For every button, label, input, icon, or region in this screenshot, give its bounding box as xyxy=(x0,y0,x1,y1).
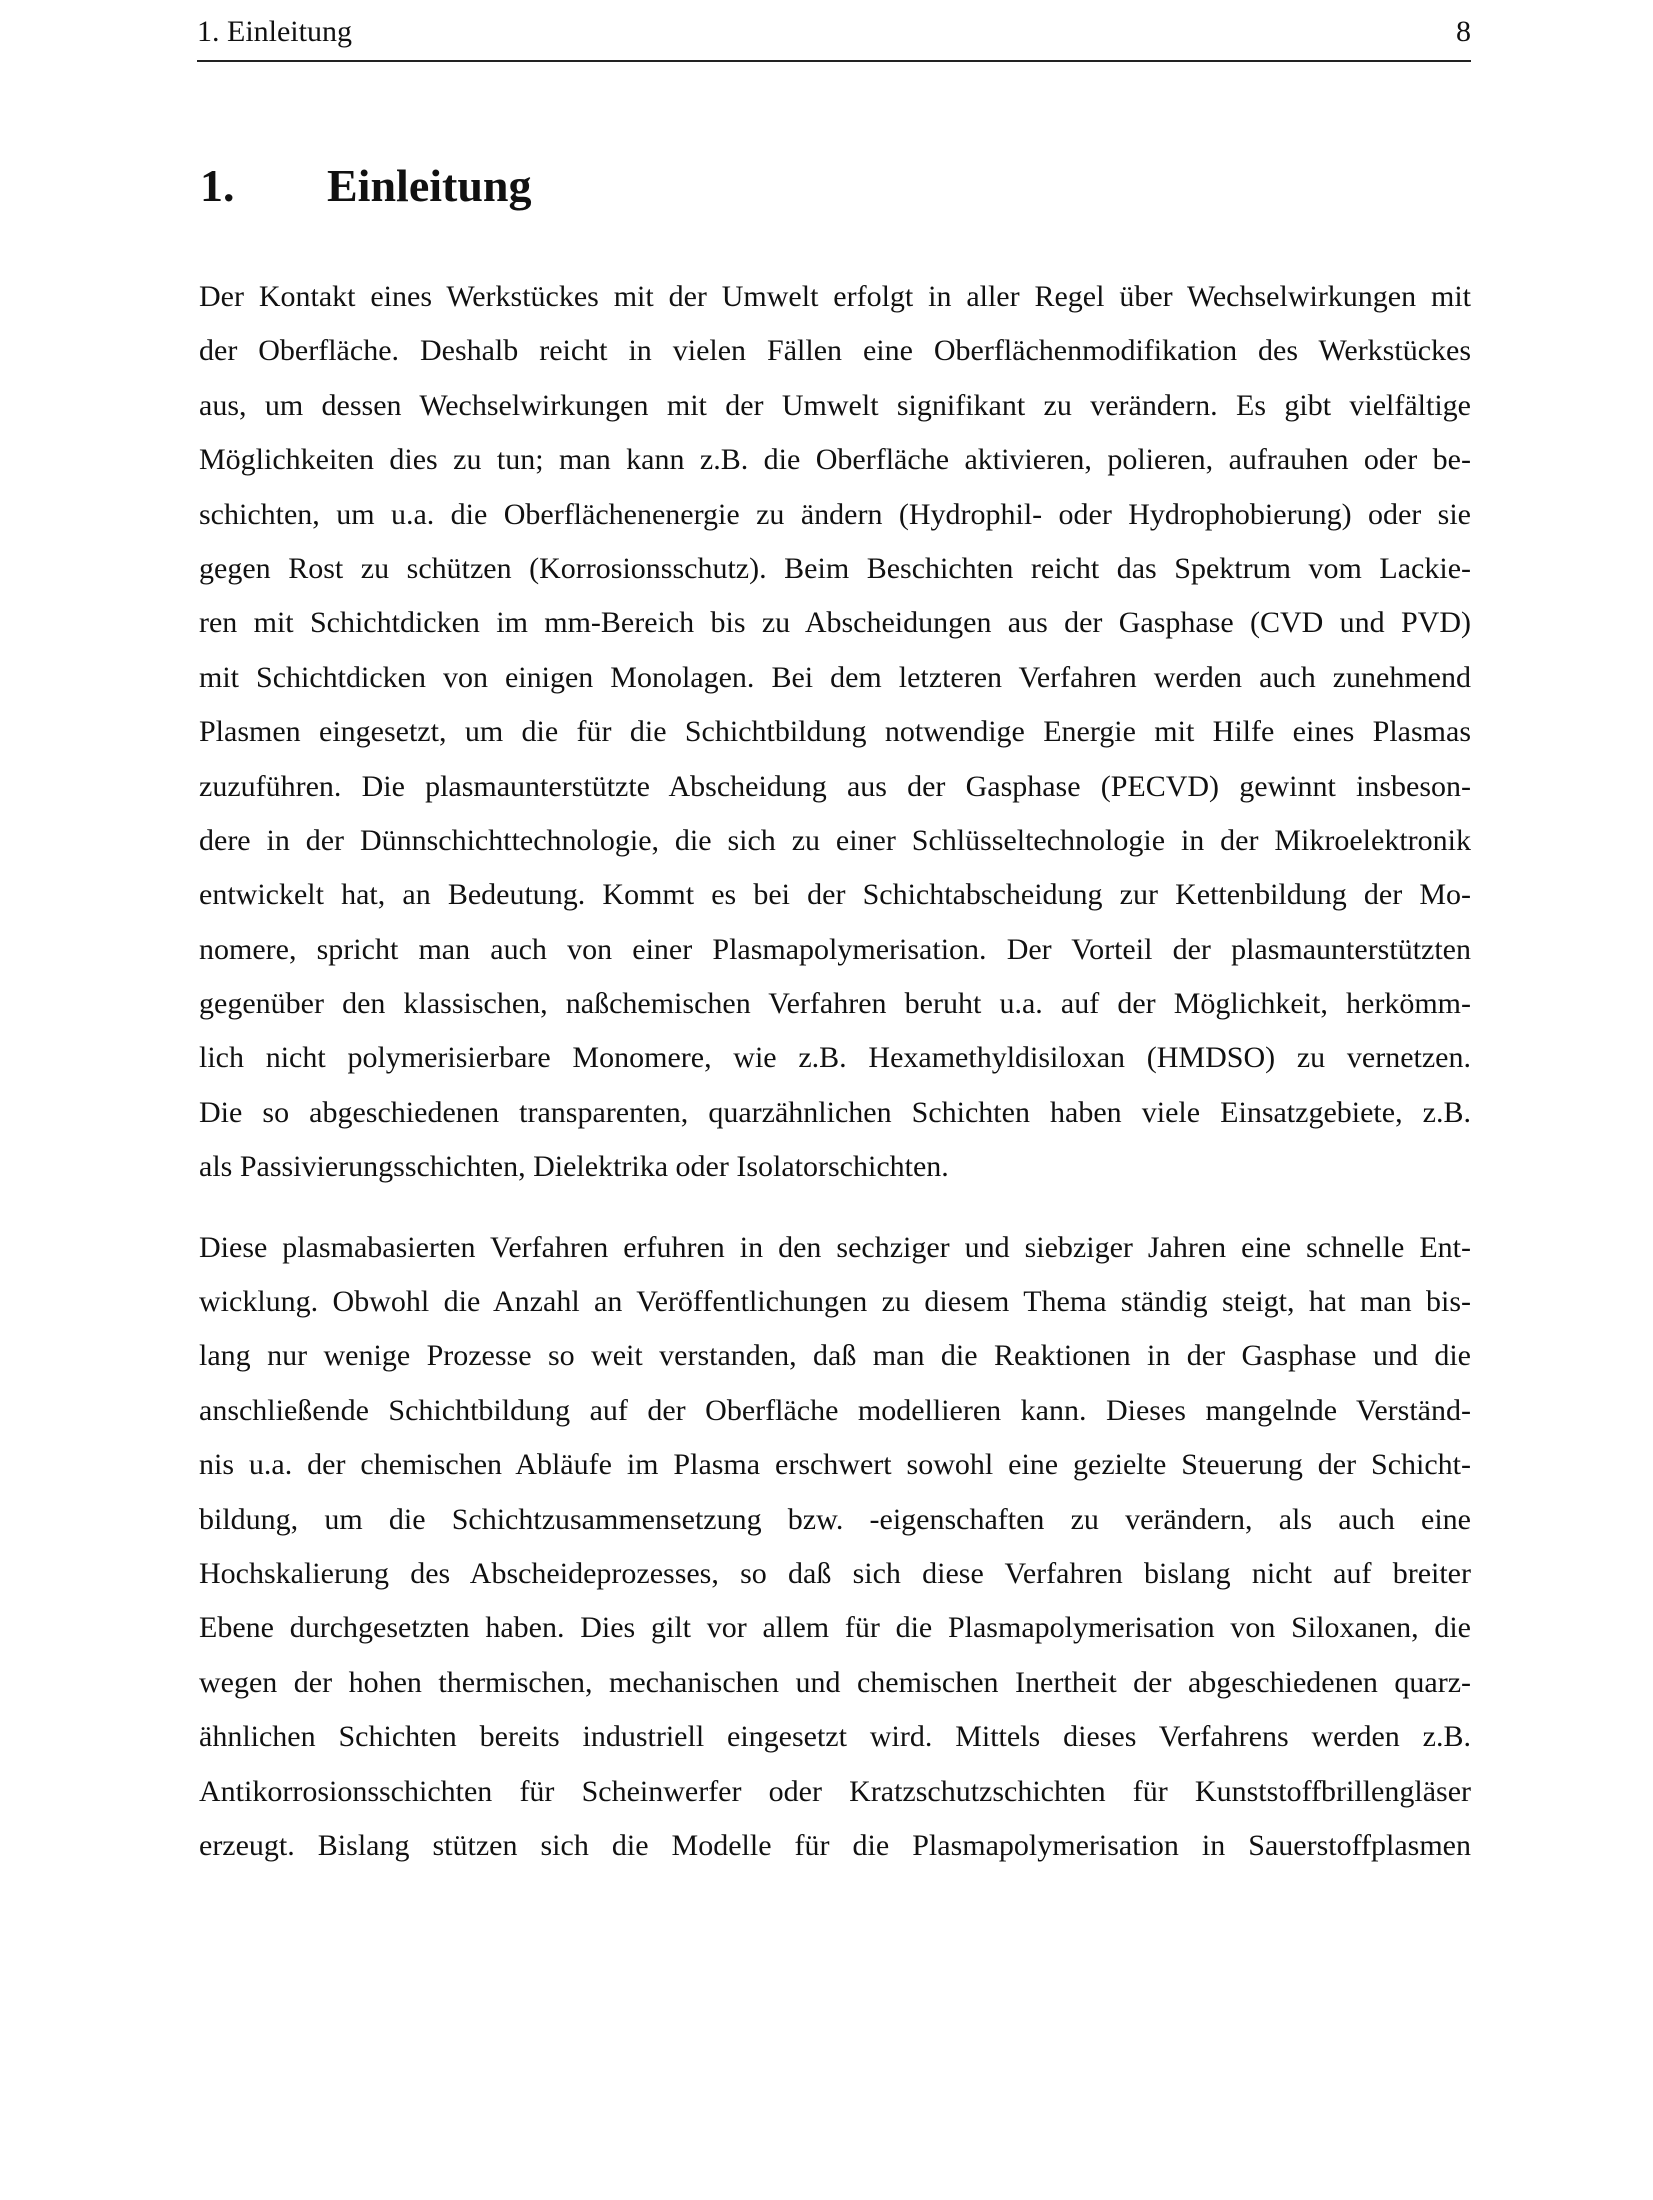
paragraph xyxy=(199,270,1471,1195)
paragraph xyxy=(199,1221,1471,1874)
page-number: 8 xyxy=(1456,15,1471,48)
text-line: Plasmen eingesetzt, um die für die Schichtbildung notwendige Energie mit Hilfe eines Plasmas xyxy=(199,715,1471,749)
text-line: anschließende Schichtbildung auf der Oberfläche modellieren kann. Dieses mangelnde Verständ- xyxy=(199,1393,1471,1427)
text-line: erzeugt. Bislang stützen sich die Modelle für die Plasmapolymerisation in Sauerstoffplasmen xyxy=(199,1828,1471,1862)
text-line: als Passivierungsschichten, Dielektrika oder Isolatorschichten. xyxy=(199,1150,949,1184)
text-line: bildung, um die Schichtzusammensetzung bzw. -eigenschaften zu verändern, als auch eine xyxy=(199,1502,1471,1536)
text-line: lich nicht polymerisierbare Monomere, wie z.B. Hexamethyldisiloxan (HMDSO) zu vernetzen. xyxy=(199,1041,1471,1075)
text-line: mit Schichtdicken von einigen Monolagen. Bei dem letzteren Verfahren werden auch zunehmend xyxy=(199,660,1471,694)
text-line: dere in der Dünnschichttechnologie, die sich zu einer Schlüsseltechnologie in der Mikroelektronik xyxy=(199,823,1471,857)
chapter-heading xyxy=(200,158,532,214)
running-header-section: 1. Einleitung xyxy=(197,15,352,48)
text-line: nis u.a. der chemischen Abläufe im Plasma erschwert sowohl eine gezielte Steuerung der Schicht- xyxy=(199,1448,1471,1482)
text-line: gegenüber den klassischen, naßchemischen Verfahren beruht u.a. auf der Möglichkeit, herkömm- xyxy=(199,987,1471,1021)
chapter-number: 1. xyxy=(200,160,235,211)
chapter-title: Einleitung xyxy=(327,160,532,211)
body-text xyxy=(199,270,1471,1873)
text-line: Hochskalierung des Abscheideprozesses, so daß sich diese Verfahren bislang nicht auf breiter xyxy=(199,1556,1471,1590)
text-line: aus, um dessen Wechselwirkungen mit der Umwelt signifikant zu verändern. Es gibt vielfältige xyxy=(199,388,1471,422)
text-line: lang nur wenige Prozesse so weit verstanden, daß man die Reaktionen in der Gasphase und die xyxy=(199,1339,1471,1373)
text-line: Diese plasmabasierten Verfahren erfuhren in den sechziger und siebziger Jahren eine schnelle Ent- xyxy=(199,1230,1471,1264)
text-line: der Oberfläche. Deshalb reicht in vielen Fällen eine Oberflächenmodifikation des Werkstückes xyxy=(199,334,1471,368)
text-line: ren mit Schichtdicken im mm-Bereich bis zu Abscheidungen aus der Gasphase (CVD und PVD) xyxy=(199,606,1471,640)
text-line: entwickelt hat, an Bedeutung. Kommt es bei der Schichtabscheidung zur Kettenbildung der Mo- xyxy=(199,878,1471,912)
text-line: wicklung. Obwohl die Anzahl an Veröffentlichungen zu diesem Thema ständig steigt, hat man bis- xyxy=(199,1285,1471,1319)
text-line: zuzuführen. Die plasmaunterstützte Abscheidung aus der Gasphase (PECVD) gewinnt insbeson- xyxy=(199,769,1471,803)
text-line: Ebene durchgesetzten haben. Dies gilt vor allem für die Plasmapolymerisation von Siloxanen, die xyxy=(199,1611,1471,1645)
text-line: schichten, um u.a. die Oberflächenenergie zu ändern (Hydrophil- oder Hydrophobierung) oder sie xyxy=(199,497,1471,531)
text-line: ähnlichen Schichten bereits industriell eingesetzt wird. Mittels dieses Verfahrens werden z.B. xyxy=(199,1720,1471,1754)
text-line: Der Kontakt eines Werkstückes mit der Umwelt erfolgt in aller Regel über Wechselwirkungen mit xyxy=(199,280,1471,313)
running-header xyxy=(197,12,1471,62)
text-line: wegen der hohen thermischen, mechanischen und chemischen Inertheit der abgeschiedenen quarz- xyxy=(199,1665,1471,1699)
text-line: nomere, spricht man auch von einer Plasmapolymerisation. Der Vorteil der plasmaunterstützten xyxy=(199,932,1471,966)
text-line: Antikorrosionsschichten für Scheinwerfer oder Kratzschutzschichten für Kunststoffbrillengläser xyxy=(199,1774,1471,1808)
text-line: Möglichkeiten dies zu tun; man kann z.B. die Oberfläche aktivieren, polieren, aufrauhen oder be- xyxy=(199,443,1471,477)
text-line: gegen Rost zu schützen (Korrosionsschutz). Beim Beschichten reicht das Spektrum vom Lackie- xyxy=(199,551,1471,585)
text-line: Die so abgeschiedenen transparenten, quarzähnlichen Schichten haben viele Einsatzgebiete, z.B. xyxy=(199,1095,1471,1129)
